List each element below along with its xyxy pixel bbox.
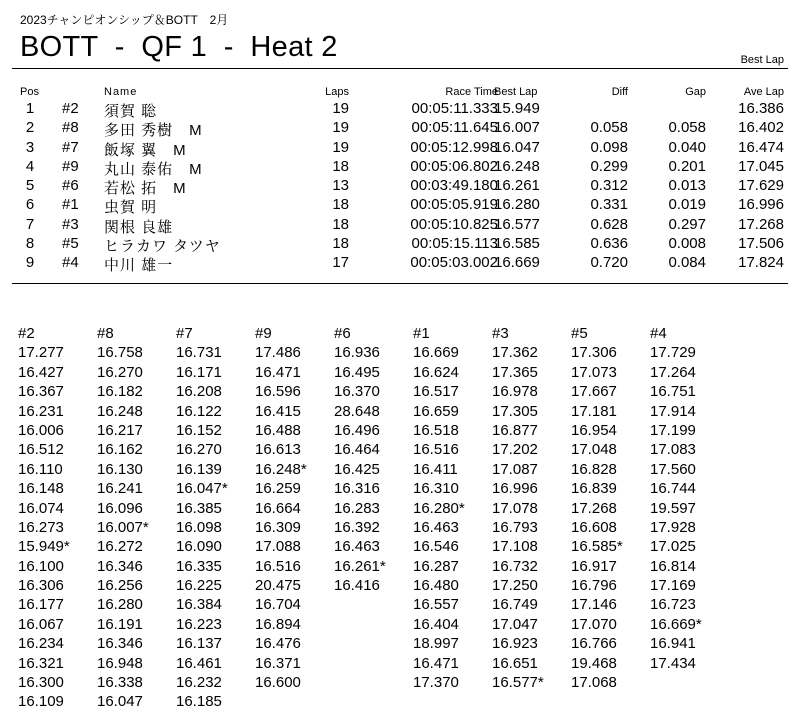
best-lap-cell: 16.585	[494, 235, 540, 253]
lap-time: 16.098	[176, 518, 222, 536]
car-number-cell: #9	[62, 157, 79, 175]
column-header-best-lap: Best Lap	[494, 86, 538, 98]
lap-time: 20.475	[255, 577, 301, 595]
lap-time: 17.486	[255, 344, 301, 362]
driver-name-cell: 飯塚 翼 M	[104, 141, 187, 159]
lap-time: 16.877	[492, 421, 538, 439]
car-number-cell: #4	[62, 254, 79, 272]
position-cell: 6	[25, 196, 35, 214]
lap-time: 17.928	[650, 518, 696, 536]
lap-column	[492, 324, 570, 692]
lap-time: 16.283	[334, 499, 380, 517]
lap-time: 16.346	[97, 557, 143, 575]
lap-time: 16.464	[334, 441, 380, 459]
driver-name-cell: 関根 良雄	[104, 218, 174, 236]
lap-time: 16.415	[255, 402, 301, 420]
lap-time: 16.496	[334, 421, 380, 439]
lap-time: 16.651	[492, 654, 538, 672]
race-time-cell: 00:05:10.825	[410, 215, 498, 233]
gap-cell: 0.297	[668, 215, 706, 233]
lap-time: 17.199	[650, 421, 696, 439]
lap-time: 16.404	[413, 615, 459, 633]
ave-lap-cell: 17.045	[738, 157, 784, 175]
lap-time: 16.067	[18, 615, 64, 633]
lap-column	[571, 324, 649, 692]
lap-column-header: #7	[176, 325, 193, 342]
lap-time: 16.270	[97, 363, 143, 381]
lap-time: 16.796	[571, 577, 617, 595]
lap-time: 16.259	[255, 480, 301, 498]
ave-lap-cell: 17.268	[738, 215, 784, 233]
lap-time: 16.321	[18, 654, 64, 672]
lap-time: 17.088	[255, 538, 301, 556]
lap-time: 16.130	[97, 460, 143, 478]
lap-time: 16.471	[255, 363, 301, 381]
lap-time: 17.083	[650, 441, 696, 459]
lap-time: 17.729	[650, 344, 696, 362]
lap-time: 17.070	[571, 615, 617, 633]
race-time-cell: 00:05:15.113	[411, 235, 498, 253]
lap-time: 16.723	[650, 596, 696, 614]
lap-time: 16.385	[176, 499, 222, 517]
best-lap-cell: 16.280	[494, 196, 540, 214]
car-number-cell: #3	[62, 215, 79, 233]
lap-time: 16.309	[255, 518, 301, 536]
lap-time: 17.108	[492, 538, 538, 556]
lap-time: 16.923	[492, 635, 538, 653]
best-lap-cell: 16.007	[494, 119, 540, 137]
driver-name-cell: 須賀 聡	[104, 103, 158, 120]
column-header-pos: Pos	[20, 86, 39, 98]
lap-time: 17.146	[571, 596, 617, 614]
lap-time: 16.223	[176, 615, 222, 633]
lap-time: 16.669*	[650, 615, 702, 633]
lap-time: 16.480	[413, 577, 459, 595]
lap-time: 16.411	[413, 460, 458, 478]
lap-time: 17.078	[492, 499, 538, 517]
lap-time: 28.648	[334, 402, 380, 420]
lap-time: 16.090	[176, 538, 222, 556]
gap-cell: 0.040	[668, 138, 706, 156]
car-number-cell: #1	[62, 196, 79, 214]
lap-time: 16.894	[255, 615, 301, 633]
lap-time: 16.148	[18, 480, 64, 498]
result-row	[0, 158, 800, 177]
lap-time: 16.488	[255, 421, 301, 439]
gap-cell: 0.013	[668, 177, 706, 195]
lap-time: 16.793	[492, 518, 538, 536]
gap-cell: 0.058	[668, 119, 706, 137]
lap-time: 16.208	[176, 383, 222, 401]
diff-cell: 0.312	[590, 177, 628, 195]
lap-time: 15.949*	[18, 538, 70, 556]
position-cell: 8	[25, 235, 35, 253]
results-table	[0, 86, 800, 274]
car-number-cell: #7	[62, 138, 79, 156]
lap-time: 16.512	[18, 441, 64, 459]
lap-time: 16.517	[413, 383, 459, 401]
lap-time: 16.367	[18, 383, 64, 401]
driver-name-cell: 丸山 泰佑 M	[104, 160, 203, 178]
lap-time: 17.560	[650, 460, 696, 478]
lap-time: 17.277	[18, 344, 64, 362]
lap-time: 16.948	[97, 654, 143, 672]
lap-time: 16.270	[176, 441, 222, 459]
result-row	[0, 139, 800, 158]
lap-time: 16.191	[97, 615, 143, 633]
driver-name-cell: 若松 拓 M	[104, 180, 187, 198]
lap-time: 16.732	[492, 557, 538, 575]
lap-time: 16.585*	[571, 538, 623, 556]
ave-lap-cell: 17.506	[738, 235, 784, 253]
divider-top	[12, 68, 788, 69]
column-header-ave-lap: Ave Lap	[743, 86, 784, 98]
lap-column-header: #3	[492, 325, 509, 342]
lap-time: 16.370	[334, 383, 380, 401]
sort-label: Best Lap	[740, 54, 784, 66]
best-lap-cell: 16.261	[494, 177, 540, 195]
lap-time: 16.516	[255, 557, 301, 575]
gap-cell: 0.008	[668, 235, 706, 253]
lap-time: 16.461	[176, 654, 222, 672]
lap-time: 16.306	[18, 577, 64, 595]
lap-time: 16.109	[18, 693, 64, 711]
lap-time: 17.667	[571, 383, 617, 401]
lap-time: 16.007*	[97, 518, 149, 536]
lap-time: 16.463	[334, 538, 380, 556]
lap-time: 16.006	[18, 421, 64, 439]
position-cell: 4	[25, 157, 35, 175]
position-cell: 3	[25, 138, 35, 156]
lap-time: 17.264	[650, 363, 696, 381]
best-lap-cell: 16.577	[494, 215, 540, 233]
lap-time: 16.371	[255, 654, 301, 672]
result-row	[0, 100, 800, 119]
lap-time: 16.047*	[176, 480, 228, 498]
laps-cell: 19	[332, 100, 349, 117]
lap-column	[255, 324, 333, 692]
lap-time: 16.177	[18, 596, 64, 614]
lap-time: 17.365	[492, 363, 538, 381]
car-number-cell: #5	[62, 235, 79, 253]
lap-column	[18, 324, 96, 712]
lap-time: 16.749	[492, 596, 538, 614]
lap-time: 16.463	[413, 518, 459, 536]
result-rows	[0, 100, 800, 274]
car-number-cell: #8	[62, 119, 79, 137]
diff-cell: 0.720	[590, 254, 628, 272]
lap-time: 16.941	[650, 635, 696, 653]
lap-time: 16.936	[334, 344, 380, 362]
column-header-laps: Laps	[325, 86, 349, 98]
lap-time: 16.384	[176, 596, 222, 614]
lap-time: 16.596	[255, 383, 301, 401]
lap-time: 16.613	[255, 441, 301, 459]
lap-time: 16.766	[571, 635, 617, 653]
driver-name-cell: 多田 秀樹 M	[104, 122, 203, 140]
column-header-race-time: Race Time	[445, 86, 498, 98]
column-header-gap: Gap	[685, 86, 706, 98]
car-number-cell: #2	[62, 100, 79, 117]
lap-time: 16.664	[255, 499, 301, 517]
lap-time: 16.416	[334, 577, 380, 595]
lap-time: 17.169	[650, 577, 696, 595]
lap-time: 16.272	[97, 538, 143, 556]
lap-time: 16.828	[571, 460, 617, 478]
lap-time: 17.305	[492, 402, 538, 420]
lap-column-header: #2	[18, 325, 35, 342]
race-time-cell: 00:05:11.645	[411, 119, 498, 137]
position-cell: 2	[25, 119, 35, 137]
lap-time: 16.546	[413, 538, 459, 556]
lap-time: 17.087	[492, 460, 538, 478]
lap-time: 16.100	[18, 557, 64, 575]
lap-time: 16.392	[334, 518, 380, 536]
lap-time: 16.110	[18, 460, 63, 478]
lap-time: 16.300	[18, 674, 64, 692]
best-lap-cell: 16.669	[494, 254, 540, 272]
lap-time: 16.185	[176, 693, 222, 711]
lap-time: 16.516	[413, 441, 459, 459]
lap-time: 16.122	[176, 402, 222, 420]
lap-time: 16.425	[334, 460, 380, 478]
lap-time: 16.139	[176, 460, 222, 478]
car-number-cell: #6	[62, 177, 79, 195]
position-cell: 7	[25, 215, 35, 233]
lap-column-header: #4	[650, 325, 667, 342]
lap-column	[413, 324, 491, 692]
lap-time: 16.669	[413, 344, 459, 362]
lap-time: 16.287	[413, 557, 459, 575]
gap-cell: 0.201	[668, 157, 706, 175]
lap-column	[97, 324, 175, 712]
ave-lap-cell: 16.474	[738, 138, 784, 156]
laps-cell: 19	[332, 138, 349, 156]
lap-time: 16.518	[413, 421, 459, 439]
lap-time: 17.914	[650, 402, 696, 420]
lap-time: 18.997	[413, 635, 459, 653]
lap-time: 17.370	[413, 674, 459, 692]
lap-time: 16.137	[176, 635, 222, 653]
driver-name-cell: ヒラカワ タツヤ	[104, 238, 221, 256]
laps-cell: 18	[332, 196, 349, 214]
position-cell: 9	[25, 254, 35, 272]
driver-name-cell: 虫賀 明	[104, 199, 158, 217]
lap-time: 16.557	[413, 596, 459, 614]
lap-time: 16.162	[97, 441, 143, 459]
lap-column	[334, 324, 412, 595]
race-time-cell: 00:05:12.998	[410, 138, 498, 156]
lap-time: 16.704	[255, 596, 301, 614]
laps-cell: 13	[332, 177, 349, 195]
lap-time: 16.182	[97, 383, 143, 401]
lap-time: 16.241	[97, 480, 143, 498]
lap-time: 16.814	[650, 557, 696, 575]
lap-time: 16.476	[255, 635, 301, 653]
lap-time: 17.362	[492, 344, 538, 362]
lap-time: 16.171	[176, 363, 222, 381]
results-header	[0, 86, 800, 100]
lap-time: 16.074	[18, 499, 64, 517]
lap-time: 17.068	[571, 674, 617, 692]
result-row	[0, 254, 800, 273]
result-row	[0, 119, 800, 138]
lap-time: 17.434	[650, 654, 696, 672]
column-header-diff: Diff	[611, 86, 628, 98]
ave-lap-cell: 16.386	[738, 100, 784, 117]
lap-time: 16.954	[571, 421, 617, 439]
race-time-cell: 00:03:49.180	[410, 177, 498, 195]
lap-times-grid	[0, 324, 800, 722]
lap-time: 16.217	[97, 421, 143, 439]
best-lap-cell: 15.949	[494, 100, 540, 117]
diff-cell: 0.098	[590, 138, 628, 156]
lap-time: 16.624	[413, 363, 459, 381]
lap-column-header: #5	[571, 325, 588, 342]
lap-time: 16.600	[255, 674, 301, 692]
lap-time: 16.335	[176, 557, 222, 575]
lap-time: 16.917	[571, 557, 617, 575]
lap-column	[176, 324, 254, 712]
lap-time: 16.751	[650, 383, 696, 401]
lap-time: 16.225	[176, 577, 222, 595]
lap-time: 16.096	[97, 499, 143, 517]
lap-time: 16.471	[413, 654, 459, 672]
lap-time: 17.306	[571, 344, 617, 362]
best-lap-cell: 16.248	[494, 157, 540, 175]
lap-time: 19.597	[650, 499, 696, 517]
lap-time: 19.468	[571, 654, 617, 672]
diff-cell: 0.628	[590, 215, 628, 233]
lap-time: 16.280	[97, 596, 143, 614]
result-row	[0, 235, 800, 254]
ave-lap-cell: 16.996	[738, 196, 784, 214]
lap-time: 16.248	[97, 402, 143, 420]
lap-time: 17.025	[650, 538, 696, 556]
laps-cell: 18	[332, 157, 349, 175]
event-name: 2023チャンピオンシップ＆BOTT 2月	[20, 13, 229, 27]
gap-cell: 0.084	[668, 254, 706, 272]
lap-time: 16.346	[97, 635, 143, 653]
lap-time: 16.744	[650, 480, 696, 498]
diff-cell: 0.299	[590, 157, 628, 175]
lap-time: 16.256	[97, 577, 143, 595]
lap-time: 16.758	[97, 344, 143, 362]
lap-time: 16.152	[176, 421, 222, 439]
column-header-name: Name	[104, 86, 138, 98]
lap-time: 16.839	[571, 480, 617, 498]
lap-time: 17.202	[492, 441, 538, 459]
lap-time: 16.731	[176, 344, 222, 362]
race-time-cell: 00:05:03.002	[410, 254, 498, 272]
lap-time: 16.310	[413, 480, 459, 498]
lap-time: 17.048	[571, 441, 617, 459]
race-time-cell: 00:05:11.333	[411, 100, 498, 117]
result-row	[0, 216, 800, 235]
laps-cell: 18	[332, 235, 349, 253]
lap-time: 17.250	[492, 577, 538, 595]
ave-lap-cell: 17.824	[738, 254, 784, 272]
race-time-cell: 00:05:06.802	[410, 157, 498, 175]
laps-cell: 17	[332, 254, 349, 272]
position-cell: 1	[25, 100, 35, 117]
diff-cell: 0.331	[590, 196, 628, 214]
diff-cell: 0.636	[590, 235, 628, 253]
ave-lap-cell: 16.402	[738, 119, 784, 137]
page-title: BOTT - QF 1 - Heat 2	[20, 31, 338, 63]
lap-time: 17.047	[492, 615, 538, 633]
lap-time: 16.280*	[413, 499, 465, 517]
lap-time: 16.427	[18, 363, 64, 381]
lap-time: 17.181	[571, 402, 617, 420]
gap-cell: 0.019	[668, 196, 706, 214]
best-lap-cell: 16.047	[494, 138, 540, 156]
lap-time: 16.231	[18, 402, 64, 420]
divider-bottom	[12, 283, 788, 284]
lap-time: 16.047	[97, 693, 143, 711]
lap-time: 16.232	[176, 674, 222, 692]
lap-column-header: #9	[255, 325, 272, 342]
lap-time: 16.261*	[334, 557, 386, 575]
lap-time: 16.577*	[492, 674, 544, 692]
ave-lap-cell: 17.629	[738, 177, 784, 195]
lap-time: 17.268	[571, 499, 617, 517]
lap-time: 16.338	[97, 674, 143, 692]
lap-column-header: #1	[413, 325, 430, 342]
lap-time: 16.316	[334, 480, 380, 498]
driver-name-cell: 中川 雄一	[104, 257, 174, 275]
lap-time: 16.608	[571, 518, 617, 536]
lap-column-header: #6	[334, 325, 351, 342]
result-row	[0, 196, 800, 215]
lap-column	[650, 324, 728, 673]
laps-cell: 18	[332, 215, 349, 233]
lap-time: 17.073	[571, 363, 617, 381]
laps-cell: 19	[332, 119, 349, 137]
lap-time: 16.495	[334, 363, 380, 381]
result-row	[0, 177, 800, 196]
diff-cell: 0.058	[590, 119, 628, 137]
race-time-cell: 00:05:05.919	[410, 196, 498, 214]
lap-time: 16.978	[492, 383, 538, 401]
lap-time: 16.996	[492, 480, 538, 498]
lap-time: 16.234	[18, 635, 64, 653]
lap-time: 16.248*	[255, 460, 307, 478]
lap-time: 16.659	[413, 402, 459, 420]
position-cell: 5	[25, 177, 35, 195]
lap-time: 16.273	[18, 518, 64, 536]
lap-column-header: #8	[97, 325, 114, 342]
